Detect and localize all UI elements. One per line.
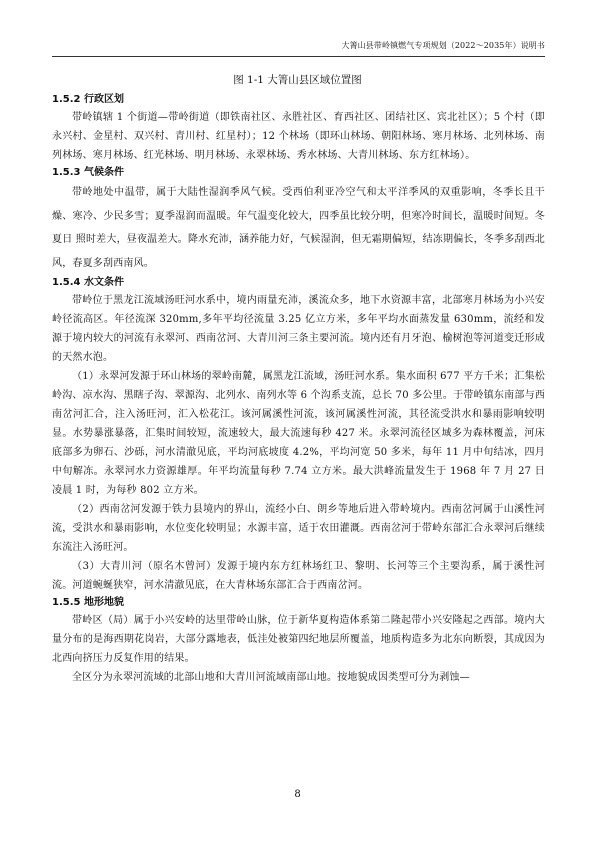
section-heading: 1.5.4 水文条件 (52, 277, 124, 288)
paragraph: 带岭地处中温带，属于大陆性湿润季风气候。受西伯利亚冷空气和太平洋季风的双重影响，冬季长且干燥、寒冷、少民多雪；夏季湿润而温暖。年气温变化较大，四季虽比较分明，但寒冷时间长，温暖时间短。冬夏日 照时差大，昼夜温差大。降水充沛，涵养能力好，气候湿润，但无霜期偏短，结冻期偏长，冬季多刮西北风，春夏多刮西南风。 (52, 187, 545, 269)
page-number: 8 (294, 789, 301, 800)
paragraph: （2）西南岔河发源于铁力县境内的界山，流经小白、朗乡等地后进入带岭境内。西南岔河属于山溪性河流，受洪水和暴雨影响，水位变化较明显；水源丰富，适于农田灌溉。西南岔河于带岭东部汇合永翠河后继续东流注入汤旺河。 (52, 504, 545, 553)
figure-caption: 图 1-1 大箐山县区域位置图 (233, 74, 362, 86)
paragraph: 带岭区（局）属于小兴安岭的达里带岭山脉，位于新华夏构造体系第二隆起带小兴安隆起之西部。境内大量分布的是海西期花岗岩，大部分露地表，低洼处被第四纪地层所覆盖，地质构造多为北东向断裂，其成因为北西向挤压力反复作用的结果。 (52, 615, 545, 664)
section-climate (52, 165, 545, 275)
paragraph: 带岭镇辖 1 个街道—带岭街道（即铁南社区、永胜社区、育西社区、团结社区、宾北社区）；5 个村（即永兴村、金星村、双兴村、青川村、红星村）；12 个林场（即环山林场、朝阳林场、寒月林场、北列林场、南列林场、寒月林场、红光林场、明月林场、永翠林场、秀水林场、大青川林场、东方红林场）。 (52, 112, 545, 161)
section-administrative-division (52, 92, 545, 165)
paragraph: 带岭位于黑龙江流域汤旺河水系中，境内雨量充沛，溪流众多，地下水资源丰富，北部寒月林场为小兴安岭径流高区。年径流深 320mm,多年平均径流量 3.25 亿立方米，多年平均水面蒸发量 630mm，流经和发源于境内较大的河流有永翠河、西南岔河、大青川河三条主要河流。境内还有月牙泡、榆树泡等河道变迁形成的天然水泡。 (52, 295, 545, 363)
section-landform (52, 595, 545, 687)
document-header: 大箐山县带岭镇燃气专项规划（2022～2035年）说明书 (52, 36, 545, 57)
paragraph: 全区分为永翠河流域的北部山地和大青川河流域南部山地。按地貌成因类型可分为剥蚀— (72, 672, 470, 683)
section-heading: 1.5.3 气候条件 (52, 167, 124, 178)
document-body (52, 92, 545, 687)
section-heading: 1.5.2 行政区划 (52, 94, 124, 105)
section-hydrology (52, 275, 545, 595)
section-heading: 1.5.5 地形地貌 (52, 597, 124, 608)
paragraph: （3）大青川河（原名木曾河）发源于境内东方红林场红卫、黎明、长河等三个主要沟系，属于溪性河流。河道蜿蜒狭窄，河水清澈见底，在大青林场东部汇合于西南岔河。 (52, 561, 545, 591)
paragraph: （1）永翠河发源于环山林场的翠岭南麓，属黑龙江流域，汤旺河水系。集水面积 677 平方千米；汇集松岭沟、凉水沟、黑瞎子沟、翠源沟、北列水、南列水等 6 个沟系支流，总长 70 多公里。于带岭镇东南部与西南岔河汇合，注入汤旺河，汇入松花江。该河属溪性河流，该河属溪性河流，其径流受洪水和暴雨影响较明显。水势暴涨暴落，汇集时间较短，流速较大，最大流速每秒 427 米。永翠河流径区域多为森林覆盖，河床底部多为卵石、沙砾，河水清澈见底，平均河底坡度 4.2%，平均河宽 50 多米，每年 11 月中旬结冰，四月中旬解冻。永翠河水力资源雄厚。年平均流量每秒 7.74 立方米。最大洪峰流量发生于 1968 年 7 月 27 日凌晨 1 时，为每秒 802 立方米。 (52, 371, 545, 496)
